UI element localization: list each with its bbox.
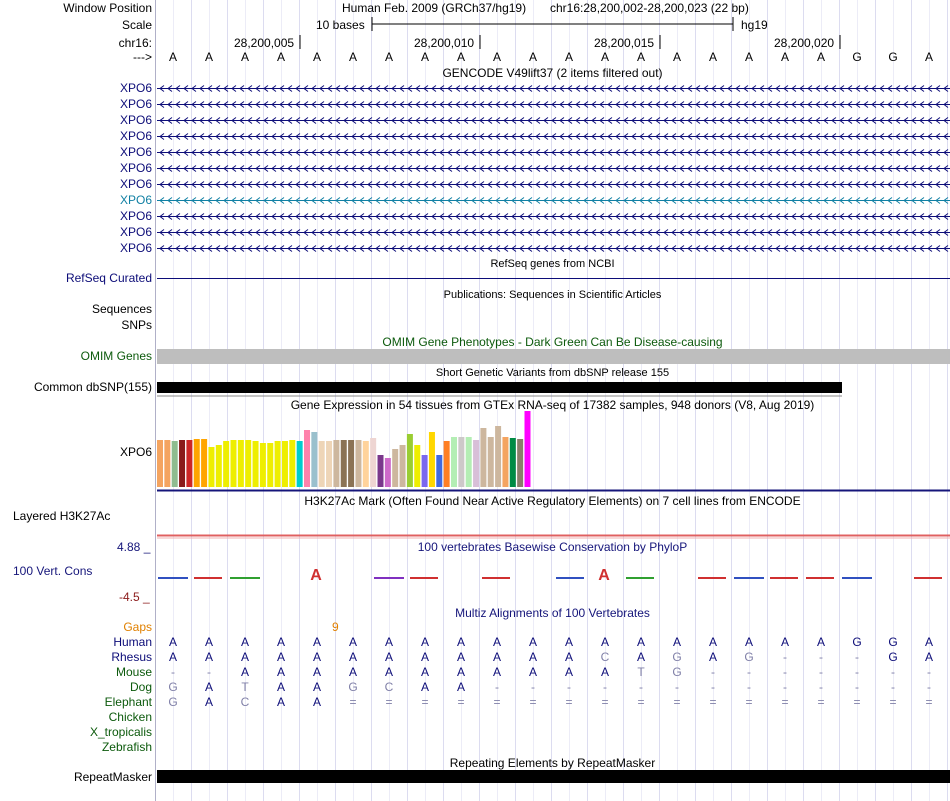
alignment-base: A	[312, 680, 321, 694]
gtex-tissue-bar	[253, 441, 259, 487]
omim-genes-label[interactable]: OMIM Genes	[80, 349, 152, 363]
alignment-base: -	[855, 650, 859, 664]
gtex-tissue-bar	[422, 455, 428, 487]
gtex-tissue-bar	[429, 432, 435, 487]
gencode-gene-label[interactable]: XPO6	[119, 193, 152, 207]
alignment-base: A	[528, 635, 537, 649]
h3k27ac-track-title[interactable]: H3K27Ac Mark (Often Found Near Active Regulatory Elements) on 7 cell lines from ENCODE	[304, 494, 801, 508]
multiz-track-title[interactable]: Multiz Alignments of 100 Vertebrates	[455, 606, 650, 620]
gtex-tissue-bar	[436, 455, 442, 487]
gtex-tissue-bar	[525, 411, 531, 487]
phylop-track-title[interactable]: 100 vertebrates Basewise Conservation by PhyloP	[417, 540, 688, 554]
alignment-base: -	[927, 665, 931, 679]
alignment-base: -	[891, 680, 895, 694]
base-letter: A	[384, 50, 393, 64]
repeatmasker-track-title[interactable]: Repeating Elements by RepeatMasker	[449, 756, 656, 770]
alignment-base: A	[420, 635, 429, 649]
alignment-base: A	[276, 695, 285, 709]
phylop-base-mark	[626, 577, 654, 579]
species-label[interactable]: Mouse	[115, 665, 152, 679]
alignment-base: =	[457, 695, 465, 709]
species-label[interactable]: Human	[113, 635, 152, 649]
alignment-base: A	[492, 635, 501, 649]
gencode-gene-label[interactable]: XPO6	[119, 225, 152, 239]
gtex-tissue-bar	[363, 441, 369, 487]
alignment-base: =	[781, 695, 789, 709]
phylop-base-mark	[410, 577, 438, 579]
gtex-tissue-bar	[260, 443, 266, 487]
position-range[interactable]: chr16:28,200,002-28,200,023 (22 bp)	[550, 1, 749, 15]
alignment-base: A	[276, 650, 285, 664]
base-letter: A	[456, 50, 465, 64]
alignment-base: =	[817, 695, 825, 709]
gtex-tissue-bar	[231, 440, 237, 487]
base-letter: A	[276, 50, 285, 64]
alignment-base: A	[348, 665, 357, 679]
alignment-base: A	[564, 635, 573, 649]
alignment-base: A	[204, 680, 213, 694]
base-letter: A	[168, 50, 177, 64]
base-letter: A	[528, 50, 537, 64]
alignment-base: A	[456, 650, 465, 664]
base-letter: A	[420, 50, 429, 64]
phylop-base-mark	[806, 577, 834, 579]
alignment-base: =	[709, 695, 717, 709]
alignment-base: =	[493, 695, 501, 709]
gtex-tissue-bar	[275, 441, 281, 487]
alignment-base: A	[168, 635, 177, 649]
alignment-base: A	[384, 665, 393, 679]
alignment-base: G	[672, 665, 682, 679]
gtex-tissue-bar	[326, 441, 332, 487]
alignment-base: A	[564, 665, 573, 679]
alignment-base: =	[673, 695, 681, 709]
gtex-tissue-bar	[480, 428, 486, 487]
gtex-tissue-bar	[392, 449, 398, 487]
alignment-base: A	[492, 665, 501, 679]
snps-label[interactable]: SNPs	[121, 318, 152, 332]
coord-tick-label: 28,200,010	[414, 36, 475, 50]
gtex-tissue-bar	[289, 440, 295, 487]
base-letter: G	[888, 50, 898, 64]
alignment-base: A	[204, 695, 213, 709]
species-label[interactable]: Dog	[129, 680, 152, 694]
scale-db: hg19	[741, 18, 768, 32]
base-letter: G	[852, 50, 862, 64]
alignment-base: A	[168, 650, 177, 664]
alignment-base: G	[672, 650, 682, 664]
alignment-base: A	[528, 650, 537, 664]
alignment-base: A	[276, 680, 285, 694]
alignment-base: A	[456, 680, 465, 694]
alignment-base: =	[529, 695, 537, 709]
gtex-tissue-bar	[473, 440, 479, 487]
gtex-tissue-bar	[370, 438, 376, 487]
gencode-gene-label[interactable]: XPO6	[119, 113, 152, 127]
alignment-base: A	[348, 650, 357, 664]
gaps-label: Gaps	[123, 620, 152, 634]
gtex-tissue-bar	[319, 441, 325, 487]
alignment-base: =	[421, 695, 429, 709]
phylop-base-mark	[158, 577, 188, 579]
coord-tick-label: 28,200,020	[774, 36, 835, 50]
dbsnp-bar	[157, 382, 842, 393]
phylop-ymin: -4.5 _	[119, 590, 150, 604]
gtex-tissue-bar	[282, 441, 288, 487]
alignment-base: A	[780, 635, 789, 649]
gtex-tissue-bar	[179, 440, 185, 487]
alignment-base: -	[927, 680, 931, 694]
gencode-gene-label[interactable]: XPO6	[119, 97, 152, 111]
alignment-base: A	[816, 635, 825, 649]
gtex-tissue-bar	[495, 426, 501, 487]
gtex-tissue-bar	[355, 440, 361, 487]
gtex-tissue-bar	[311, 432, 317, 487]
phylop-base-mark	[374, 577, 404, 579]
alignment-base: -	[603, 680, 607, 694]
alignment-base: A	[384, 635, 393, 649]
alignment-base: A	[564, 650, 573, 664]
gtex-tissue-bar	[502, 437, 508, 487]
phylop-ymax: 4.88 _	[117, 540, 151, 554]
alignment-base: A	[420, 650, 429, 664]
base-letter: A	[672, 50, 681, 64]
gencode-gene-label[interactable]: XPO6	[119, 145, 152, 159]
alignment-base: A	[204, 650, 213, 664]
species-label[interactable]: Elephant	[104, 695, 152, 709]
publications-track-title[interactable]: Publications: Sequences in Scientific Articles	[443, 289, 662, 301]
phylop-base-mark	[770, 577, 798, 579]
gtex-tissue-bar	[510, 438, 516, 487]
gencode-track-title[interactable]: GENCODE V49lift37 (2 items filtered out)	[442, 66, 663, 80]
phylop-base-mark: A	[310, 567, 322, 584]
alignment-base: =	[853, 695, 861, 709]
alignment-base: -	[855, 680, 859, 694]
gtex-tissue-bar	[348, 440, 354, 487]
base-letter: A	[780, 50, 789, 64]
gtex-tissue-bar	[245, 440, 251, 487]
gtex-tissue-bar	[385, 458, 391, 487]
alignment-base: -	[495, 680, 499, 694]
alignment-base: A	[924, 650, 933, 664]
phylop-base-mark	[556, 577, 584, 579]
alignment-base: -	[747, 665, 751, 679]
dbsnp-track-title[interactable]: Short Genetic Variants from dbSNP release 155	[435, 367, 670, 379]
phylop-base-mark	[482, 577, 510, 579]
alignment-base: C	[384, 680, 394, 694]
alignment-base: -	[675, 680, 679, 694]
alignment-base: C	[240, 695, 250, 709]
alignment-base: G	[888, 650, 898, 664]
alignment-base: -	[855, 665, 859, 679]
alignment-base: A	[348, 635, 357, 649]
base-letter: A	[708, 50, 717, 64]
gtex-tissue-bar	[517, 439, 523, 487]
omim-track-title[interactable]: OMIM Gene Phenotypes - Dark Green Can Be Disease-causing	[382, 335, 723, 349]
gtex-tissue-bar	[333, 440, 339, 487]
alignment-base: A	[456, 665, 465, 679]
alignment-base: A	[672, 635, 681, 649]
phylop-base-mark	[230, 577, 260, 579]
gtex-tissue-bar	[458, 437, 464, 487]
gtex-tissue-bar	[223, 441, 229, 487]
gtex-tissue-bar	[451, 437, 457, 487]
phylop-base-mark	[734, 577, 764, 579]
phylop-label[interactable]: 100 Vert. Cons	[13, 564, 93, 578]
alignment-base: T	[241, 680, 249, 694]
alignment-base: A	[600, 665, 609, 679]
phylop-base-mark: A	[598, 567, 610, 584]
window-position-label: Window Position	[63, 1, 152, 15]
gtex-tissue-bar	[414, 445, 420, 487]
alignment-base: C	[600, 650, 610, 664]
gtex-tissue-bar	[297, 441, 303, 487]
alignment-base: -	[711, 680, 715, 694]
alignment-base: A	[240, 635, 249, 649]
alignment-base: A	[456, 635, 465, 649]
alignment-base: =	[889, 695, 897, 709]
alignment-base: =	[745, 695, 753, 709]
alignment-base: -	[891, 665, 895, 679]
gtex-tissue-bar	[201, 439, 207, 487]
gtex-tissue-bar	[466, 437, 472, 487]
alignment-base: A	[204, 635, 213, 649]
gencode-gene-label[interactable]: XPO6	[119, 81, 152, 95]
alignment-base: G	[888, 635, 898, 649]
scale-label: Scale	[121, 18, 152, 32]
alignment-base: =	[637, 695, 645, 709]
gtex-tissue-bar	[444, 441, 450, 487]
alignment-base: A	[708, 635, 717, 649]
chrom-label: chr16:	[118, 36, 152, 50]
gtex-track-title[interactable]: Gene Expression in 54 tissues from GTEx RNA-seq of 17382 samples, 948 donors (V8, Aug 2019)	[290, 398, 815, 412]
alignment-base: A	[420, 680, 429, 694]
base-letter: A	[204, 50, 213, 64]
base-letter: A	[312, 50, 321, 64]
alignment-base: -	[747, 680, 751, 694]
alignment-base: G	[168, 680, 178, 694]
gtex-tissue-bar	[378, 455, 384, 487]
alignment-base: -	[531, 680, 535, 694]
base-letter: A	[636, 50, 645, 64]
alignment-base: A	[276, 665, 285, 679]
alignment-base: =	[349, 695, 357, 709]
base-letter: A	[924, 50, 933, 64]
alignment-base: =	[565, 695, 573, 709]
alignment-base: A	[240, 650, 249, 664]
phylop-base-mark	[698, 577, 726, 579]
gtex-tissue-bar	[341, 440, 347, 487]
alignment-base: A	[636, 635, 645, 649]
gtex-gene-label[interactable]: XPO6	[119, 445, 152, 459]
alignment-base: G	[348, 680, 358, 694]
phylop-base-mark	[842, 577, 872, 579]
alignment-base: A	[636, 650, 645, 664]
gtex-tissue-bar	[186, 440, 192, 487]
sequences-label[interactable]: Sequences	[91, 302, 152, 316]
base-letter: A	[564, 50, 573, 64]
gtex-tissue-bar	[407, 434, 413, 487]
base-letter: A	[348, 50, 357, 64]
alignment-base: T	[637, 665, 645, 679]
base-letter: A	[240, 50, 249, 64]
alignment-base: A	[312, 695, 321, 709]
coord-tick-label: 28,200,015	[594, 36, 655, 50]
base-letter: A	[744, 50, 753, 64]
gtex-tissue-bar	[164, 440, 170, 487]
alignment-base: -	[819, 680, 823, 694]
scale-text: 10 bases	[316, 18, 365, 32]
alignment-base: -	[711, 665, 715, 679]
base-letter: A	[600, 50, 609, 64]
coord-tick-label: 28,200,005	[234, 36, 295, 50]
gaps-value: 9	[332, 620, 339, 634]
alignment-base: =	[601, 695, 609, 709]
common-dbsnp-label[interactable]: Common dbSNP(155)	[33, 380, 152, 394]
gtex-tissue-bar	[267, 443, 273, 487]
species-label[interactable]: X_tropicalis	[89, 725, 152, 739]
alignment-base: -	[819, 665, 823, 679]
repeatmasker-bar	[157, 770, 950, 783]
gencode-gene-label[interactable]: XPO6	[119, 161, 152, 175]
alignment-base: G	[744, 650, 754, 664]
alignment-base: A	[312, 635, 321, 649]
alignment-base: A	[528, 665, 537, 679]
alignment-base: -	[819, 650, 823, 664]
refseq-curated-label[interactable]: RefSeq Curated	[65, 271, 152, 285]
omim-bar	[157, 349, 950, 364]
strand-label: --->	[133, 50, 152, 64]
phylop-base-mark	[194, 577, 222, 579]
alignment-base: -	[783, 650, 787, 664]
alignment-base: -	[783, 665, 787, 679]
gtex-tissue-bar	[208, 447, 214, 487]
alignment-base: =	[385, 695, 393, 709]
base-letter: A	[816, 50, 825, 64]
gtex-tissue-bar	[157, 440, 163, 487]
gtex-tissue-bar	[488, 437, 494, 487]
alignment-base: -	[207, 665, 211, 679]
base-letter: A	[492, 50, 501, 64]
alignment-base: A	[312, 665, 321, 679]
gencode-gene-label[interactable]: XPO6	[119, 241, 152, 255]
phylop-base-mark	[914, 577, 942, 579]
refseq-track-title[interactable]: RefSeq genes from NCBI	[490, 258, 615, 270]
alignment-base: A	[312, 650, 321, 664]
repeatmasker-label[interactable]: RepeatMasker	[73, 770, 152, 784]
alignment-base: A	[384, 650, 393, 664]
gencode-gene-label[interactable]: XPO6	[119, 129, 152, 143]
alignment-base: A	[492, 650, 501, 664]
layered-h3k27ac-label[interactable]: Layered H3K27Ac	[13, 509, 111, 523]
gtex-tissue-bar	[304, 430, 310, 487]
species-label[interactable]: Chicken	[108, 710, 152, 724]
gtex-tissue-bar	[172, 441, 178, 487]
gtex-tissue-bar	[216, 445, 222, 487]
species-label[interactable]: Zebrafish	[101, 740, 152, 754]
alignment-base: A	[744, 635, 753, 649]
alignment-base: A	[600, 635, 609, 649]
alignment-base: -	[567, 680, 571, 694]
alignment-base: -	[783, 680, 787, 694]
species-label[interactable]: Rhesus	[111, 650, 152, 664]
gtex-tissue-bar	[238, 440, 244, 487]
alignment-base: A	[708, 650, 717, 664]
gtex-tissue-bar	[400, 445, 406, 487]
gencode-gene-label[interactable]: XPO6	[119, 177, 152, 191]
alignment-base: G	[852, 635, 862, 649]
alignment-base: A	[924, 635, 933, 649]
assembly-title: Human Feb. 2009 (GRCh37/hg19)	[342, 1, 527, 15]
alignment-base: -	[171, 665, 175, 679]
alignment-base: A	[240, 665, 249, 679]
alignment-base: A	[276, 635, 285, 649]
alignment-base: A	[420, 665, 429, 679]
gencode-gene-label[interactable]: XPO6	[119, 209, 152, 223]
alignment-base: -	[639, 680, 643, 694]
alignment-base: =	[925, 695, 933, 709]
alignment-base: G	[168, 695, 178, 709]
gtex-tissue-bar	[194, 439, 200, 487]
